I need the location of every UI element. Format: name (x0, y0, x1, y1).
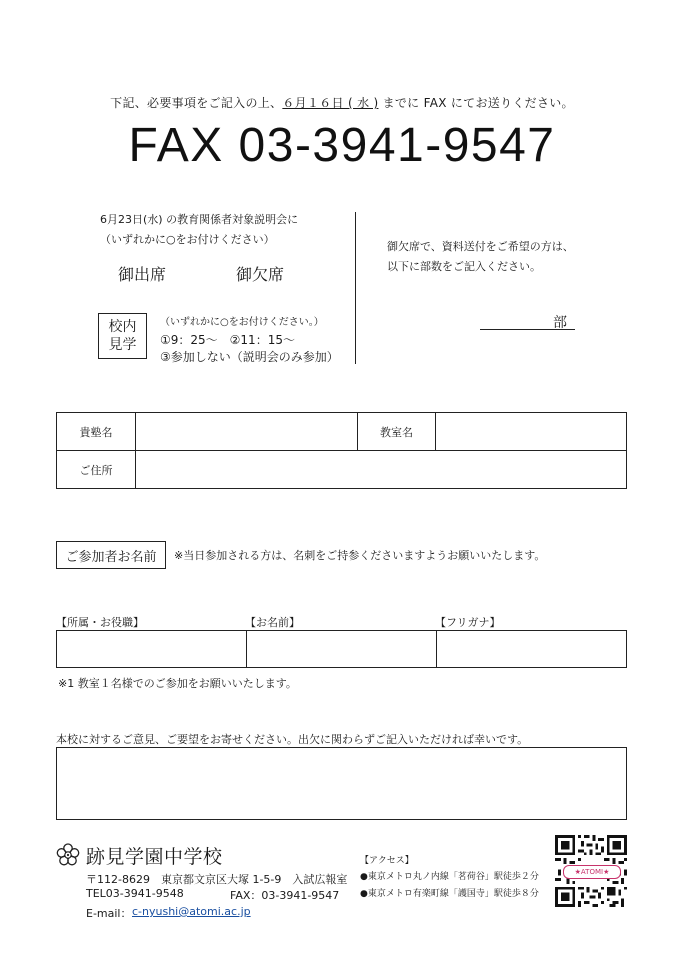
intro-before: 下記、必要事項をご記入の上、 (110, 96, 283, 110)
email-link[interactable]: c-nyushi@atomi.ac.jp (132, 905, 251, 918)
copies-unit: 部 (553, 315, 567, 331)
tour-time-options[interactable]: ①9：25～ ②11：15～ (160, 333, 295, 347)
tour-decline-option[interactable]: ③参加しない（説明会のみ参加） (160, 350, 339, 364)
rsvp-question: 6月23日(水) の教育関係者対象説明会に (100, 213, 299, 226)
address-label: ご住所 (79, 463, 113, 477)
school-info-table (56, 412, 627, 489)
access-marunouchi: ●東京メトロ丸ノ内線「茗荷谷」駅徒歩２分 (360, 872, 539, 882)
materials-text-line1: 御欠席で、資料送付をご希望の方は、 (387, 240, 574, 253)
intro-text (0, 94, 684, 111)
participant-name-heading: ご参加者お名前 (56, 541, 166, 569)
attendee-table (56, 630, 627, 668)
qr-badge: ★ATOMI★ (563, 865, 621, 879)
school-name-label: 貴塾名 (79, 425, 113, 439)
address-field[interactable] (136, 451, 626, 488)
school-address: 〒112-8629 東京都文京区大塚 1-5-9 入試広報室 (86, 873, 348, 886)
affiliation-field[interactable] (57, 631, 246, 667)
sakura-crest-icon (56, 843, 80, 867)
affiliation-header: 【所属・お役職】 (56, 616, 144, 629)
email-label: E-mail： (86, 907, 132, 920)
school-tel: TEL03-3941-9548 (86, 887, 184, 900)
school-fax: FAX：03-3941-9547 (230, 889, 340, 902)
attendee-name-field[interactable] (247, 631, 436, 667)
business-card-note: ※当日参加される方は、名刺をご持参くださいますようお願いいたします。 (174, 549, 546, 562)
tour-label-line1: 校内 (108, 319, 137, 335)
school-name: 跡見学園中学校 (86, 846, 223, 868)
rsvp-instruction: （いずれかに○をお付けください） (100, 233, 275, 246)
tour-instruction: （いずれかに○をお付けください。） (160, 317, 324, 328)
access-heading: 【アクセス】 (360, 856, 414, 866)
classroom-label: 教室名 (380, 425, 413, 439)
campus-tour-label (98, 313, 147, 359)
one-per-classroom-note: ※1 教室１名様でのご参加をお願いいたします。 (58, 677, 297, 690)
option-absent[interactable]: 御欠席 (236, 265, 285, 284)
comments-prompt: 本校に対するご意見、ご要望をお寄せください。出欠に関わらずご記入いただければ幸いです。 (56, 733, 529, 746)
tour-label-line2: 見学 (108, 337, 137, 353)
school-name-field[interactable] (136, 413, 357, 450)
deadline-date: ６月１６日 ( 水 ) (282, 96, 379, 110)
furigana-header: 【フリガナ】 (435, 616, 501, 629)
furigana-field[interactable] (437, 631, 626, 667)
classroom-field[interactable] (436, 413, 626, 450)
materials-text-line2: 以下に部数をご記入ください。 (387, 260, 541, 273)
section-divider (355, 212, 356, 364)
name-header: 【お名前】 (245, 616, 300, 629)
comments-field[interactable] (56, 747, 627, 820)
access-yurakucho: ●東京メトロ有楽町線「護国寺」駅徒歩８分 (360, 889, 539, 899)
intro-after: までに FAX にてお送りください。 (378, 96, 574, 110)
option-attend[interactable]: 御出席 (118, 265, 167, 284)
fax-number-heading: FAX 03-3941-9547 (128, 119, 556, 172)
